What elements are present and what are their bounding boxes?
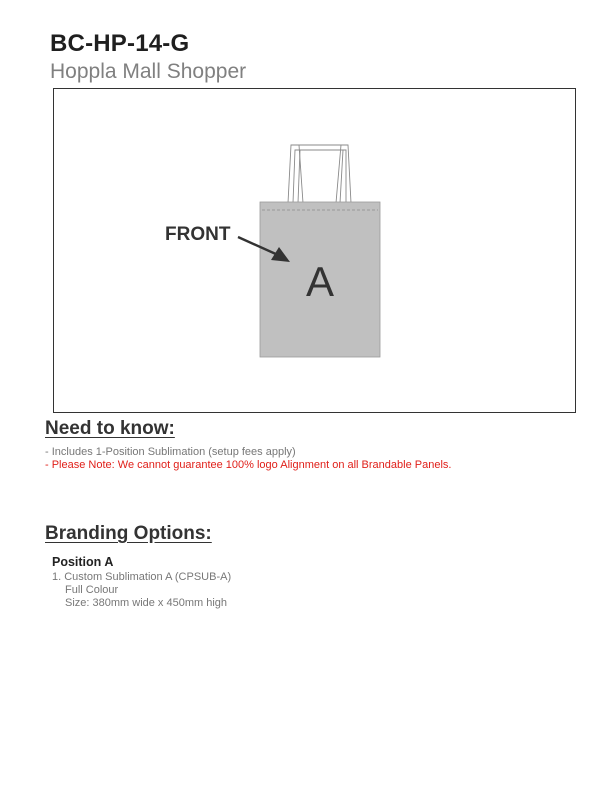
product-name: Hoppla Mall Shopper	[50, 60, 247, 83]
alignment-warning: - Please Note: We cannot guarantee 100% logo Alignment on all Brandable Panels.	[45, 459, 452, 471]
branding-colour: Full Colour	[65, 584, 119, 596]
product-code: BC-HP-14-G	[50, 30, 190, 57]
panel-letter: A	[305, 258, 335, 305]
need-to-know-heading: Need to know:	[45, 418, 175, 439]
branding-options-heading: Branding Options:	[45, 523, 212, 544]
branding-method: 1. Custom Sublimation A (CPSUB-A)	[52, 571, 232, 583]
bag-handles	[288, 145, 351, 203]
setup-fee-note: - Includes 1-Position Sublimation (setup fees apply)	[45, 446, 296, 458]
position-a-title: Position A	[52, 555, 114, 569]
branding-size: Size: 380mm wide x 450mm high	[65, 597, 228, 609]
front-label: FRONT	[165, 224, 231, 245]
